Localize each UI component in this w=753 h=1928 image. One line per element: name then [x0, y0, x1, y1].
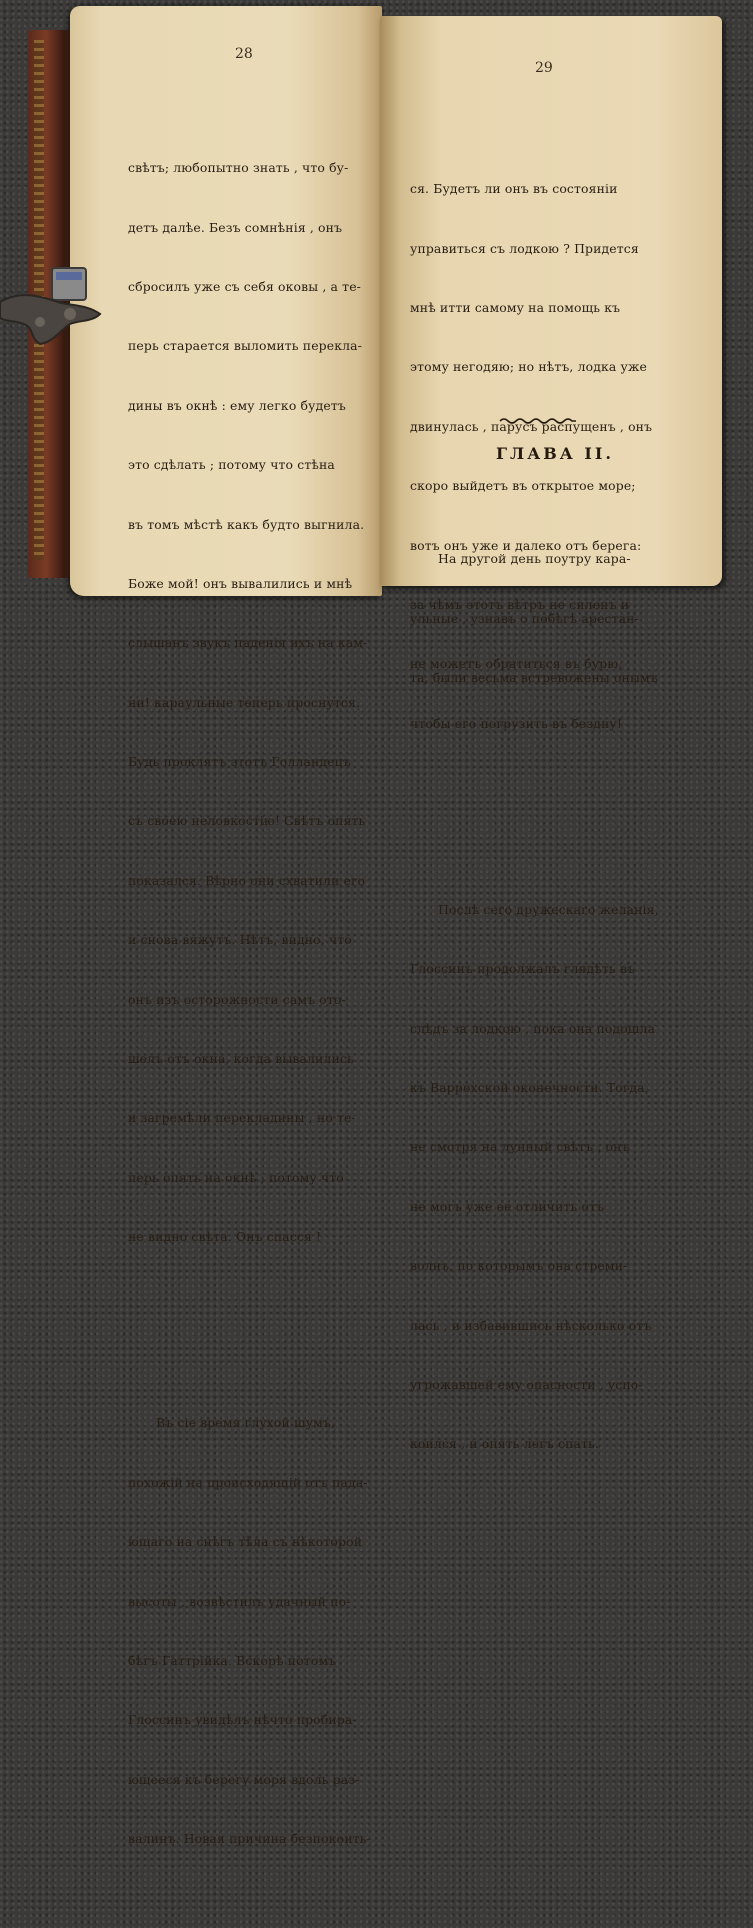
text-line: Глоссинъ увидѣлъ нѣчто пробира- [128, 1712, 357, 1728]
text-line: бѣгъ Гаттрійка. Вскорѣ потомъ [128, 1652, 337, 1668]
text-line: лась , и избавившись нѣсколько отъ [410, 1317, 652, 1333]
page-text [410, 100, 700, 1533]
metal-clasp [0, 262, 104, 348]
text-line: высоты , возвѣстилъ удачный по- [128, 1593, 351, 1609]
text-line: детъ далѣе. Безъ сомнѣнія , онъ [128, 219, 343, 235]
text-line: слышанъ звукъ паденія ихъ на кам- [128, 635, 368, 651]
text-line: перь опять на окнѣ ; потому что [128, 1169, 344, 1185]
text-line: валинъ. Новая причина безпокоить- [128, 1831, 371, 1847]
text-line: за чѣмъ этотъ вѣтръ не силенъ и [410, 596, 630, 612]
text-line: Въ сіе время глухой шумъ, [156, 1415, 336, 1431]
page-text [128, 79, 378, 1928]
text-line: слѣдъ за лодкою , пока она подошла [410, 1020, 656, 1036]
text-line: угрожавшей ему опасности , успо- [410, 1377, 643, 1392]
text-line: съ своею неловкостію! Свѣтъ опять [128, 813, 366, 829]
paragraph [128, 1374, 378, 1889]
text-line: не смотря на лунный свѣтъ , онъ [410, 1139, 630, 1155]
text-line: ющаго на снѣгъ тѣла съ нѣкоторой [128, 1534, 363, 1550]
text-line: этому негодяю; но нѣтъ, лодка уже [410, 359, 648, 375]
text-line: ни! караульные теперь проснутся. [128, 694, 361, 710]
text-line: управиться съ лодкою ? Придется [410, 240, 639, 256]
chapter-ornament-rule [498, 416, 578, 426]
chapter-heading: ГЛАВА II. [496, 444, 614, 463]
text-line: волнъ, по которымъ она стреми- [410, 1258, 628, 1274]
text-line: ся. Будетъ ли онъ въ состояніи [410, 181, 618, 197]
text-line: свѣтъ; любопытно знать , что бу- [128, 160, 349, 176]
text-line: не можетъ обратиться въ бурю, [410, 656, 623, 672]
paragraph [410, 510, 700, 728]
text-line: двинулась , парусъ распущенъ , онъ [410, 418, 653, 434]
chapter-text [410, 470, 700, 767]
text-line: Боже мой! онъ вывалились и мнѣ [128, 575, 353, 591]
text-line: въ томъ мѣстѣ какъ будто выгнила. [128, 516, 365, 532]
paragraph [128, 119, 378, 1287]
text-line: чтобы его погрузить въ бездну! [410, 715, 622, 731]
text-line: сбросилъ уже съ себя оковы , а те- [128, 278, 362, 294]
text-line: ющееся къ берегу моря вдоль раз- [128, 1771, 360, 1787]
text-line: На другой день поутру кара- [438, 551, 631, 567]
text-line: мнѣ итти самому на помощь къ [410, 299, 621, 315]
text-line: вотъ онъ уже и далеко отъ берега: [410, 537, 642, 553]
page-number: 29 [535, 60, 553, 76]
right-page [380, 16, 722, 1452]
text-line: онъ изъ осторожности самъ ото- [128, 991, 346, 1007]
text-line: дины въ окнѣ : ему легко будетъ [128, 397, 346, 413]
paragraph [410, 860, 700, 1494]
text-line: и снова вяжутъ. Нѣтъ, видно, что [128, 932, 352, 948]
left-page [70, 6, 382, 1847]
text-line: къ Варрохской оконечности. Тогда, [410, 1080, 649, 1096]
text-line: не могъ уже ее отличить отъ [410, 1198, 605, 1214]
text-line: шелъ отъ окна, когда вывалились [128, 1051, 354, 1067]
text-line: Глоссинъ продолжалъ глядѣть въ [410, 961, 636, 977]
text-line: та, были весьма встревожены онымъ [410, 669, 658, 685]
text-line: и загремѣли перекладины , но те- [128, 1110, 356, 1126]
text-line: похожій на происходящій отъ пада- [128, 1474, 368, 1490]
text-line: это сдѣлать ; потому что стѣна [128, 457, 335, 473]
page-number: 28 [235, 46, 253, 62]
text-line: ульные , узнавъ о побѣгѣ арестан- [410, 610, 639, 626]
text-line: коился , и опять легъ спать. [410, 1436, 600, 1452]
text-line: Послѣ сего дружескаго желанія, [438, 901, 659, 917]
text-line: не видно свѣта. Онъ спасся ! [128, 1229, 322, 1245]
text-line: перь старается выломить перекла- [128, 338, 363, 354]
text-line: Будь проклятъ этотъ Голландецъ [128, 754, 351, 770]
text-line: показался. Вѣрно они схватили его [128, 872, 366, 888]
text-line: скоро выйдетъ въ открытое море; [410, 478, 636, 494]
